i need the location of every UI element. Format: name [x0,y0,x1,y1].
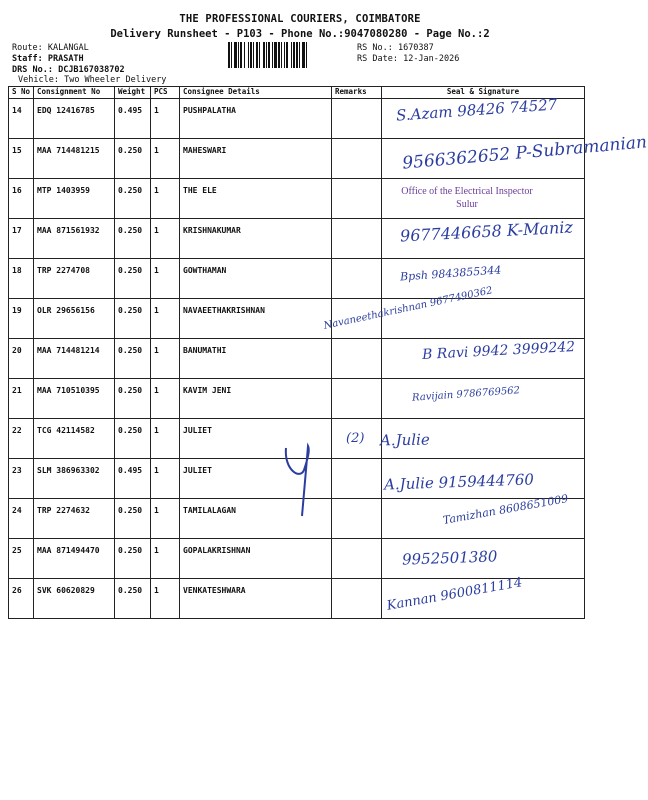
cell-consignment: MAA 871494470 [34,539,115,579]
cell-sno: 16 [9,179,34,219]
cell-consignee: GOPALAKRISHNAN [180,539,332,579]
col-sno: S No [9,87,34,99]
cell-signature [382,95,585,139]
cell-signature [382,379,585,419]
cell-weight: 0.250 [115,179,151,219]
company-title: THE PROFESSIONAL COURIERS, COIMBATORE [179,13,421,25]
cell-weight: 0.250 [115,579,151,619]
rs-date-value: 12-Jan-2026 [403,54,460,64]
cell-signature [382,179,585,219]
cell-sno: 22 [9,419,34,459]
cell-signature [382,575,585,619]
cell-sno: 23 [9,459,34,499]
cell-consignee: THE ELE [180,179,332,219]
cell-sno: 26 [9,579,34,619]
cell-weight: 0.250 [115,539,151,579]
cell-pcs: 1 [151,139,180,179]
cell-sno: 14 [9,99,34,139]
cell-pcs: 1 [151,179,180,219]
runsheet-title: Delivery Runsheet - P103 - Phone No.:9047080280 - Page No.:2 [110,28,490,40]
rs-no-line [357,43,434,53]
handwritten-signature: Ravijain 9786769562 [411,385,521,404]
cell-remarks [332,259,382,299]
handwritten-signature: 9677446658 K-Maniz [399,217,574,246]
cell-weight: 0.495 [115,99,151,139]
cell-remarks [332,99,382,139]
cell-pcs: 1 [151,299,180,339]
cell-signature [382,219,585,259]
cell-signature [322,285,585,339]
cell-pcs: 1 [151,419,180,459]
handwritten-signature: A.Julie [379,430,430,450]
cell-weight: 0.250 [115,499,151,539]
cell-weight: 0.250 [115,339,151,379]
cell-sno: 15 [9,139,34,179]
vehicle-value: Two Wheeler Delivery [64,75,167,85]
cell-consignment: TRP 2274708 [34,259,115,299]
cell-consignment: EDQ 12416785 [34,99,115,139]
handwritten-signature: A.Julie 9159444760 [383,470,535,494]
cell-sno: 20 [9,339,34,379]
table-row [9,339,585,379]
cell-pcs: 1 [151,99,180,139]
rs-date-label: RS Date: [357,54,398,64]
barcode-bar [307,42,309,68]
col-consignee: Consignee Details [180,87,332,99]
rs-no-value: 1670387 [397,43,434,53]
handwritten-signature: Bpsh 9843855344 [399,263,502,284]
cell-pcs: 1 [151,539,180,579]
cell-weight: 0.250 [115,419,151,459]
cell-sno: 25 [9,539,34,579]
table-row [9,379,585,419]
cell-remarks [332,379,382,419]
cell-consignment: SLM 386963302 [34,459,115,499]
cell-sno: 17 [9,219,34,259]
staff-value: PRASATH [47,54,84,64]
cell-remarks [332,219,382,259]
cell-remarks [332,179,382,219]
col-consignment: Consignment No [34,87,115,99]
cell-consignment: MTP 1403959 [34,179,115,219]
cell-remarks [332,459,382,499]
staff-line [12,54,84,64]
cell-pcs: 1 [151,259,180,299]
cell-sno: 21 [9,379,34,419]
route-line [12,43,89,53]
table-row [9,259,585,299]
cell-sno: 19 [9,299,34,339]
table-row [9,299,585,339]
handwritten-signature: 9952501380 [401,547,498,569]
cell-consignment: MAA 714481214 [34,339,115,379]
table-row [9,139,585,179]
drs-line [12,65,125,75]
drs-value: DCJB167038702 [58,65,125,75]
handwritten-stroke [280,440,320,520]
cell-weight: 0.250 [115,219,151,259]
cell-remarks [332,499,382,539]
cell-signature [382,492,585,539]
cell-pcs: 1 [151,379,180,419]
cell-consignee: MAHESWARI [180,139,332,179]
cell-consignment: MAA 871561932 [34,219,115,259]
col-pcs: PCS [151,87,180,99]
route-label: Route: [12,43,43,53]
cell-sno: 18 [9,259,34,299]
cell-signature [379,419,585,459]
cell-remarks [332,419,382,459]
cell-remarks [332,539,382,579]
cell-consignment: MAA 714481215 [34,139,115,179]
cell-sno: 24 [9,499,34,539]
cell-pcs: 1 [151,459,180,499]
cell-weight: 0.250 [115,379,151,419]
cell-remarks [332,579,382,619]
table-row [9,539,585,579]
rs-no-label: RS No.: [357,43,393,53]
col-seal: Seal & Signature [382,87,585,99]
handwritten-signature: Navaneethakrishnan 9677490362 [322,285,494,332]
staff-label: Staff: [12,54,43,64]
table-row [9,99,585,139]
cell-consignee: KAVIM JENI [180,379,332,419]
col-weight: Weight [115,87,151,99]
cell-consignee: BANUMATHI [180,339,332,379]
cell-consignee: NAVAEETHAKRISHNAN [180,299,332,339]
rs-date-line [357,54,459,64]
handwritten-signature: S.Azam 98426 74527 [395,95,558,125]
cell-consignee: KRISHNAKUMAR [180,219,332,259]
cell-signature [382,539,585,579]
table-header [9,87,585,99]
handwritten-signature: Kannan 9600811114 [385,575,524,614]
cell-consignment: TRP 2274632 [34,499,115,539]
handwritten-signature: 9566362652 P-Subramanian [401,132,648,174]
col-remarks: Remarks [332,87,382,99]
cell-weight: 0.250 [115,139,151,179]
drs-barcode [228,42,350,68]
vehicle-label: Vehicle: [18,75,59,85]
cell-signature [382,339,585,379]
cell-consignee: JULIET [180,459,332,499]
handwritten-signature: Tamizhan 8608651009 [441,492,570,527]
cell-consignment: OLR 29656156 [34,299,115,339]
table-row [9,579,585,619]
drs-label: DRS No.: [12,65,53,75]
cell-pcs: 1 [151,499,180,539]
cell-consignment: SVK 60620829 [34,579,115,619]
cell-weight: 0.495 [115,459,151,499]
cell-consignee: GOWTHAMAN [180,259,332,299]
office-stamp: Office of the Electrical Inspector Sulur [401,186,533,210]
cell-signature [382,132,648,179]
cell-signature [382,459,585,499]
cell-consignee: VENKATESHWARA [180,579,332,619]
cell-remarks [332,339,382,379]
cell-consignee: PUSHPALATHA [180,99,332,139]
cell-weight: 0.250 [115,259,151,299]
table-row [9,179,585,219]
cell-pcs: 1 [151,219,180,259]
remark-handwriting: (2) [346,431,365,446]
cell-pcs: 1 [151,339,180,379]
cell-pcs: 1 [151,579,180,619]
cell-consignment: MAA 710510395 [34,379,115,419]
cell-remarks [332,139,382,179]
cell-weight: 0.250 [115,299,151,339]
cell-consignee: JULIET [180,419,332,459]
route-value: KALANGAL [47,43,89,53]
table-row [9,219,585,259]
handwritten-signature: B Ravi 9942 3999242 [421,339,576,363]
cell-consignment: TCG 42114582 [34,419,115,459]
runsheet-table [8,86,648,619]
cell-consignee: TAMILALAGAN [180,499,332,539]
vehicle-line [18,75,166,85]
